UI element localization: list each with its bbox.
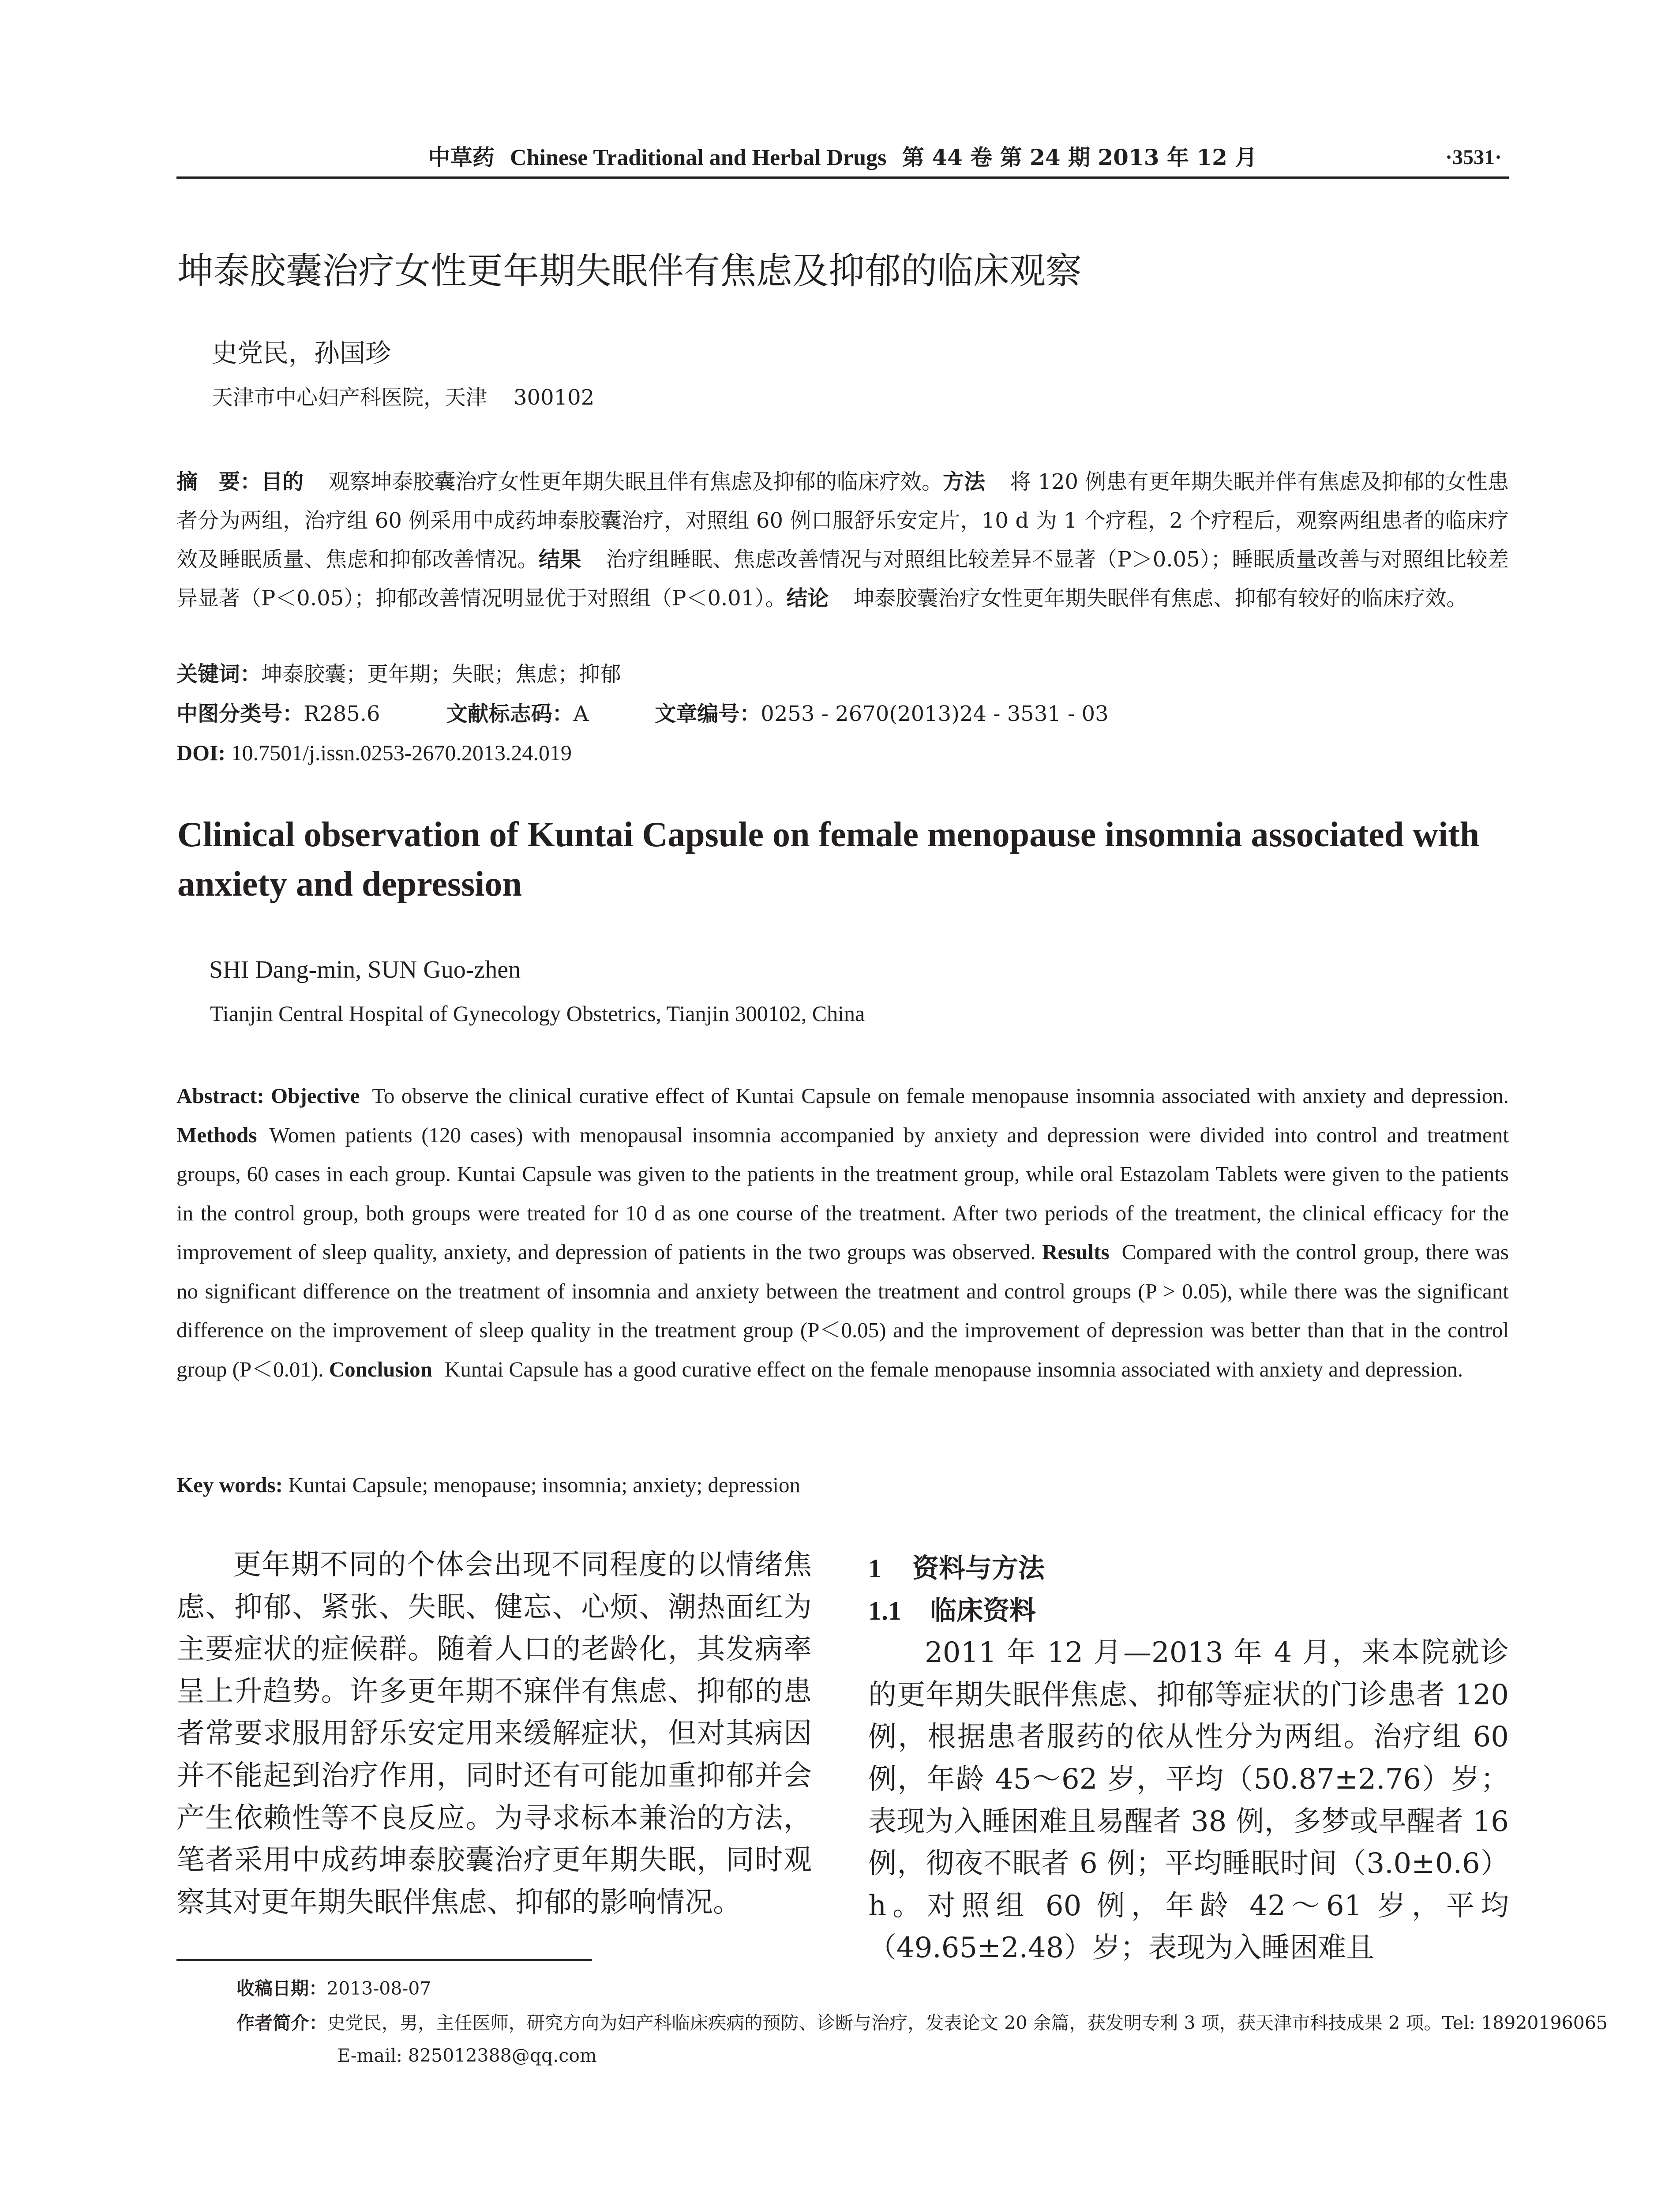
section-1-1-paragraph: 2011 年 12 月—2013 年 4 月，来本院就诊的更年期失眠伴焦虑、抑郁等症状的门诊患者 120 例，根据患者服药的依从性分为两组。治疗组 60 例，年龄 45～62 岁，平均（50.87±2.76）岁；表现为入睡困难且易醒者 38 例，多梦或早醒者 16 例，彻夜不眠者 6 例；平均睡眠时间（3.0±0.6）h。对照组 60 例，年龄 42～61 岁，平均（49.65±2.48）岁；表现为入睡困难且 (868, 1636, 1509, 1965)
journal-info (176, 142, 1509, 173)
section-1-title: 资料与方法 (912, 1553, 1045, 1584)
page-number: ·3531· (1445, 146, 1502, 169)
section-1-number: 1 (868, 1554, 881, 1583)
article-title-cn: 坤泰胶囊治疗女性更年期失眠伴有焦虑及抑郁的临床观察 (177, 250, 1082, 292)
conclusion-text-en: Kuntai Capsule has a good curative effect on the female menopause insomnia associated with anxiety and depression. (444, 1357, 1463, 1381)
doc-code-label: 文献标志码： (446, 702, 574, 726)
article-number-label: 文章编号： (655, 702, 761, 726)
footnote-author-bio (236, 2007, 1608, 2072)
affiliation-cn-name: 天津市中心妇产科医院，天津 (212, 385, 488, 410)
section-1-heading (868, 1548, 1509, 1590)
conclusion-text-cn: 坤泰胶囊治疗女性更年期失眠伴有焦虑、抑郁有较好的临床疗效。 (853, 586, 1468, 611)
authors-en: SHI Dang-min, SUN Guo-zhen (209, 956, 521, 983)
conclusion-label-en: Conclusion (329, 1357, 432, 1381)
methods-label-en: Methods (176, 1122, 257, 1147)
keywords-en-label: Key words: (176, 1473, 283, 1497)
journal-name-en: Chinese Traditional and Herbal Drugs (510, 145, 887, 170)
received-label: 收稿日期： (236, 1978, 327, 1999)
section-1-1-number: 1.1 (868, 1596, 901, 1625)
keywords-en-text: Kuntai Capsule; menopause; insomnia; anxiety; depression (288, 1473, 800, 1497)
classification-line (176, 696, 1109, 732)
abstract-cn (176, 462, 1509, 618)
results-label-cn: 结果 (538, 547, 581, 572)
journal-name-cn: 中草药 (428, 144, 495, 170)
abstract-cn-label: 摘 要： (176, 469, 262, 494)
intro-paragraph: 更年期不同的个体会出现不同程度的以情绪焦虑、抑郁、紧张、失眠、健忘、心烦、潮热面红为主要症状的症候群。随着人口的老龄化，其发病率呈上升趋势。许多更年期不寐伴有焦虑、抑郁的患者常要求服用舒乐安定用来缓解症状，但对其病因并不能起到治疗作用，同时还有可能加重抑郁并会产生依赖性等不良反应。为寻求标本兼治的方法，笔者采用中成药坤泰胶囊治疗更年期失眠，同时观察其对更年期失眠伴焦虑、抑郁的影响情况。 (176, 1549, 812, 1919)
clc-value: R285.6 (304, 702, 380, 726)
doi-label: DOI: (176, 740, 226, 765)
doi-line (176, 735, 572, 770)
methods-text-cn: 将 120 例患有更年期失眠并伴有焦虑及抑郁的女性患者分为两组，治疗组 60 例采用中成药坤泰胶囊治疗，对照组 60 例口服舒乐安定片，10 d 为 1 个疗程，2 个疗程后，观察两组患者的临床疗效及睡眠质量、焦虑和抑郁改善情况。 (176, 469, 1509, 572)
body-column-left (176, 1544, 812, 1924)
affiliation-cn-zip: 300102 (514, 385, 595, 410)
keywords-cn (176, 657, 621, 692)
author-bio-label: 作者简介： (236, 2012, 327, 2033)
running-header (176, 140, 1509, 179)
author-bio-text: 史党民，男，主任医师，研究方向为妇产科临床疾病的预防、诊断与治疗，发表论文 20 余篇，获发明专利 3 项，获天津市科技成果 2 项。Tel: 18920196065 E-mail: 825012388@qq.com (327, 2012, 1608, 2066)
authors-cn: 史党民，孙国珍 (212, 338, 391, 368)
conclusion-label-cn: 结论 (786, 586, 829, 611)
methods-text-en: Women patients (120 cases) with menopausal insomnia accompanied by anxiety and depression were divided into control and treatment groups, 60 cases in each group. Kuntai Capsule was given to the patients in the treatment group, while oral Estazolam Tablets were given to the patients in the control group, both groups were treated for 10 d as one course of the treatment. After two periods of the treatment, the clinical efficacy for the improvement of sleep quality, anxiety, and depression of patients in the two groups was observed. (176, 1122, 1509, 1264)
abstract-en-label: Abstract: (176, 1084, 264, 1108)
keywords-cn-text: 坤泰胶囊；更年期；失眠；焦虑；抑郁 (261, 662, 622, 687)
section-1-1-title: 临床资料 (930, 1595, 1036, 1626)
results-text-cn: 治疗组睡眠、焦虑改善情况与对照组比较差异不显著（P＞0.05）；睡眠质量改善与对照组比较差异显著（P＜0.05）；抑郁改善情况明显优于对照组（P＜0.01）。 (176, 547, 1509, 611)
objective-text-en: To observe the clinical curative effect of Kuntai Capsule on female menopause insomnia associated with anxiety and depression. (372, 1084, 1509, 1108)
results-label-en: Results (1042, 1240, 1110, 1264)
abstract-en (176, 1077, 1509, 1389)
received-date: 2013-08-07 (327, 1978, 431, 1999)
results-text-en: Compared with the control group, there was no significant difference on the treatment of insomnia and anxiety between the treatment and control groups (P > 0.05), while there was the significant difference on the improvement of sleep quality in the treatment group (P＜0.05) and the improvement of depression was better than that in the control group (P＜0.01). (176, 1240, 1509, 1381)
body-column-right (868, 1548, 1509, 1970)
methods-label-cn: 方法 (943, 469, 986, 494)
affiliation-en: Tianjin Central Hospital of Gynecology Obstetrics, Tianjin 300102, China (210, 1001, 865, 1026)
footnote-received (236, 1972, 431, 2005)
clc-label: 中图分类号： (176, 702, 304, 726)
article-title-en: Clinical observation of Kuntai Capsule on female menopause insomnia associated with anxiety and depression (177, 815, 1480, 904)
doi-value[interactable]: 10.7501/j.issn.0253-2670.2013.24.019 (231, 740, 572, 765)
issue-info: 第 44 卷 第 24 期 2013 年 12 月 (902, 144, 1257, 170)
objective-text-cn: 观察坤泰胶囊治疗女性更年期失眠且伴有焦虑及抑郁的临床疗效。 (328, 469, 943, 494)
section-1-1-heading (868, 1590, 1509, 1632)
objective-label-en: Objective (271, 1084, 360, 1108)
objective-label-cn: 目的 (261, 469, 304, 494)
keywords-en (176, 1467, 800, 1503)
footnote-divider (176, 1959, 592, 1961)
article-number-value: 0253 - 2670(2013)24 - 3531 - 03 (761, 702, 1109, 726)
keywords-cn-label: 关键词： (176, 662, 262, 687)
doc-code-value: A (573, 702, 589, 726)
affiliation-cn (212, 382, 594, 413)
